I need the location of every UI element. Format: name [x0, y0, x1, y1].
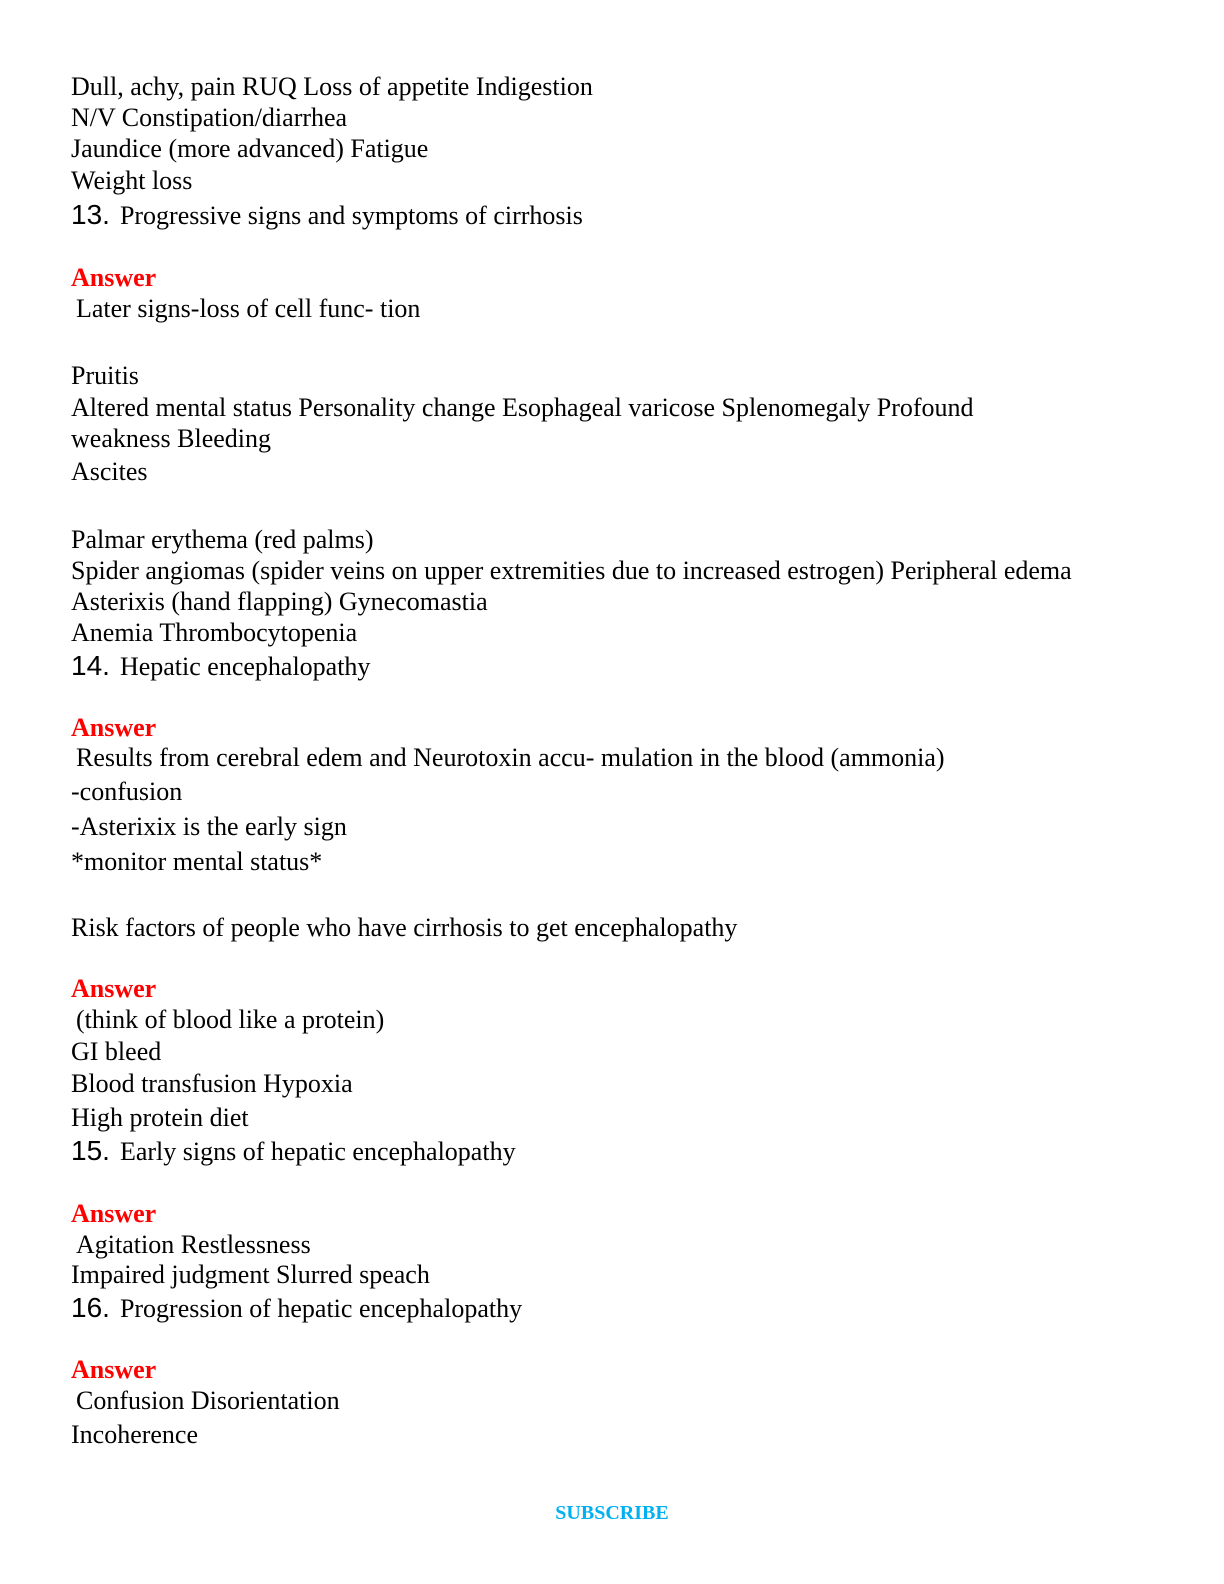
- question-number: 13.: [71, 199, 110, 230]
- answer-line: Incoherence: [71, 1420, 199, 1449]
- question-15: [71, 1136, 516, 1167]
- answer-line: Asterixis (hand flapping) Gynecomastia: [71, 587, 488, 616]
- answer-line: High protein diet: [71, 1103, 249, 1132]
- question-number: 15.: [71, 1135, 110, 1166]
- answer-line: Pruitis: [71, 361, 139, 390]
- question-text: Progression of hepatic encephalopathy: [119, 1294, 523, 1323]
- answer-line: Anemia Thrombocytopenia: [71, 618, 358, 647]
- answer-line: Blood transfusion Hypoxia: [71, 1069, 353, 1098]
- answer-line: Ascites: [71, 457, 148, 486]
- question-16: [71, 1293, 522, 1324]
- answer-label: Answer: [71, 1199, 157, 1228]
- question-number: 16.: [71, 1292, 110, 1323]
- answer-line: Later signs-loss of cell func- tion: [76, 294, 421, 323]
- answer-label: Answer: [71, 263, 157, 292]
- intro-line: Jaundice (more advanced) Fatigue: [71, 134, 429, 163]
- answer-line: weakness Bleeding: [71, 424, 272, 453]
- question-text: Hepatic encephalopathy: [119, 652, 371, 681]
- answer-line: Palmar erythema (red palms): [71, 525, 374, 554]
- answer-label: Answer: [71, 974, 157, 1003]
- answer-line: (think of blood like a protein): [76, 1005, 385, 1034]
- answer-line: Confusion Disorientation: [76, 1386, 340, 1415]
- intro-line: Dull, achy, pain RUQ Loss of appetite Indigestion: [71, 72, 593, 101]
- question-text: Early signs of hepatic encephalopathy: [119, 1137, 516, 1166]
- answer-label: Answer: [71, 713, 157, 742]
- answer-line: *monitor mental status*: [71, 847, 323, 876]
- answer-line: GI bleed: [71, 1037, 162, 1066]
- intro-line: Weight loss: [71, 166, 193, 195]
- intro-line: N/V Constipation/diarrhea: [71, 103, 348, 132]
- answer-label: Answer: [71, 1355, 157, 1384]
- answer-line: Altered mental status Personality change Esophageal varicose Splenomegaly Profound: [71, 393, 974, 422]
- question-14: [71, 651, 370, 682]
- answer-line: Results from cerebral edem and Neurotoxin accu- mulation in the blood (ammonia): [76, 743, 945, 772]
- answer-line: -Asterixix is the early sign: [71, 812, 347, 841]
- question-number: 14.: [71, 650, 110, 681]
- question-risk-factors: Risk factors of people who have cirrhosis to get encephalopathy: [71, 913, 738, 942]
- question-text: Progressive signs and symptoms of cirrhosis: [119, 201, 583, 230]
- answer-line: Impaired judgment Slurred speach: [71, 1260, 430, 1289]
- answer-line: Spider angiomas (spider veins on upper extremities due to increased estrogen) Peripheral edema: [71, 556, 1072, 585]
- answer-line: -confusion: [71, 777, 183, 806]
- question-13: [71, 200, 583, 231]
- subscribe-link[interactable]: SUBSCRIBE: [555, 1502, 669, 1524]
- answer-line: Agitation Restlessness: [76, 1230, 311, 1259]
